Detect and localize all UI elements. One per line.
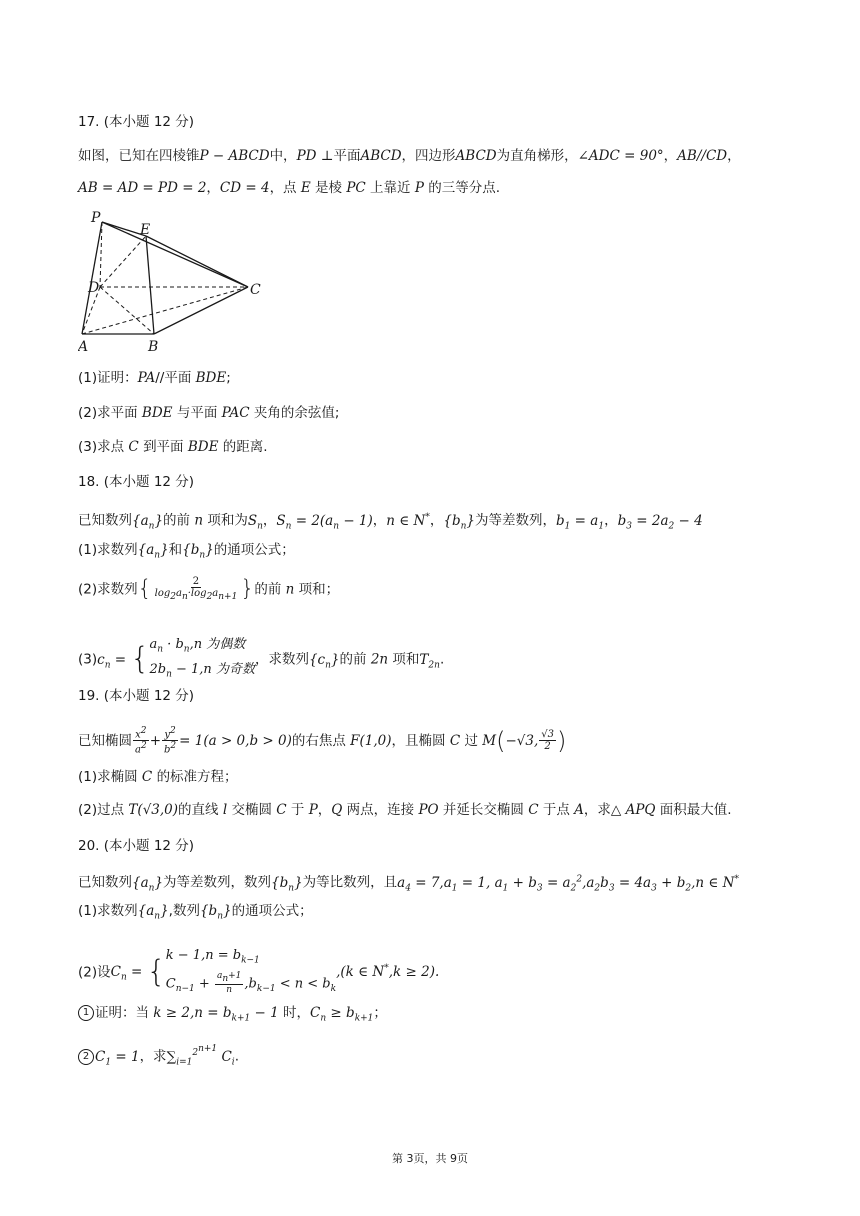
pyramid-figure <box>78 208 268 358</box>
vertex-label-d: D <box>88 280 100 296</box>
problem-20-heading: 20. (本小题 12 分) <box>78 838 195 854</box>
problem-18-statement: 已知数列$\{a_n\}$的前 n 项和为$S_n$，$S_n = 2(a_n - 1)$，n ∈ N*，$\{b_n\}$为等差数列，$b_1 = a_1$，$b_3 = 2a_2 - 4$ <box>78 512 703 532</box>
problem-18-heading: 18. (本小题 12 分) <box>78 474 195 490</box>
problem-19-q2: (2)过点 T(√3,0)的直线 l 交椭圆 C 于 P，Q 两点，连接 PO 并延长交椭圆 C 于点 A，求△ APQ 面积最大值. <box>78 802 732 818</box>
problem-17-statement-line1: 如图，已知在四棱锥P − ABCD中，PD ⊥平面ABCD，四边形ABCD为直角梯形，∠ADC = 90°，AB//CD， <box>78 148 741 164</box>
problem-18-q2: (2)求数列{ $\frac{2}{\log_2a_n\cdot\log_2a_{n+1}}$ }的前 n 项和； <box>78 576 340 602</box>
vertex-label-b: B <box>148 339 159 355</box>
vertex-label-p: P <box>91 210 101 226</box>
vertex-label-a: A <box>78 339 89 355</box>
vertex-label-e: E <box>140 222 151 238</box>
problem-18-q1: (1)求数列$\{a_n\}$和$\{b_n\}$的通项公式； <box>78 542 295 561</box>
problem-17-q3: (3)求点 C 到平面 BDE 的距离. <box>78 439 268 455</box>
circled-one-marker: 1 <box>78 1005 94 1021</box>
problem-20-statement: 已知数列$\{a_n\}$为等差数列，数列$\{b_n\}$为等比数列，且$a_4 = 7,a_1 = 1$, $a_1 + b_3 = a_2^2,a_2b_3 = 4a_3 + b_2,n$ ∈ N* <box>78 874 739 894</box>
problem-17-statement-line2: AB = AD = PD = 2，CD = 4，点 E 是棱 PC 上靠近 P 的三等分点. <box>78 180 501 196</box>
problem-20-q1: (1)求数列$\{a_n\}$,数列$\{b_n\}$的通项公式； <box>78 903 313 922</box>
problem-19-statement: 已知椭圆 $\frac{x^2}{a^2}$ + $\frac{y^2}{b^2}$ = 1(a > 0,b > 0)的右焦点 F(1,0)，且椭圆 C 过 M(−√3, $\frac{√3}{2}$ ) <box>78 726 567 756</box>
problem-20-sub2: 2 $C_1 = 1$，求$\sum_{i=1}^{2^{n+1}}$ $C_i$. <box>78 1039 239 1072</box>
problem-17-q2: (2)求平面 BDE 与平面 PAC 夹角的余弦值; <box>78 405 340 421</box>
problem-17-heading: 17. (本小题 12 分) <box>78 114 195 130</box>
problem-20-q2: (2)设$C_n$ = { $k - 1,n = b_{k-1}$ $C_{n-1}$ + $\frac{a_n+1}{n}$ $,b_{k-1} < n < b_k$ ,(k ∈ N*,k ≥ 2). <box>78 948 440 996</box>
problem-20-sub1: 1 证明：当 $k \ge 2,n = b_{k+1} - 1$ 时，$C_n \ge b_{k+1}$； <box>78 1003 387 1029</box>
problem-18-q3: $(3)c_n$ = { $a_n \cdot b_n,n$ 为偶数 $2b_n - 1,n$ 为奇数 ，求数列$\{c_n\}$的前 2n 项和$T_{2n}$. <box>78 637 445 680</box>
circled-two-marker: 2 <box>78 1049 94 1065</box>
problem-19-heading: 19. (本小题 12 分) <box>78 688 195 704</box>
vertex-label-c: C <box>250 282 261 298</box>
problem-17-q1: (1)证明：PA//平面 BDE; <box>78 370 231 386</box>
page-footer: 第 3页，共 9页 <box>392 1152 468 1165</box>
problem-19-q1: (1)求椭圆 C 的标准方程； <box>78 769 238 785</box>
